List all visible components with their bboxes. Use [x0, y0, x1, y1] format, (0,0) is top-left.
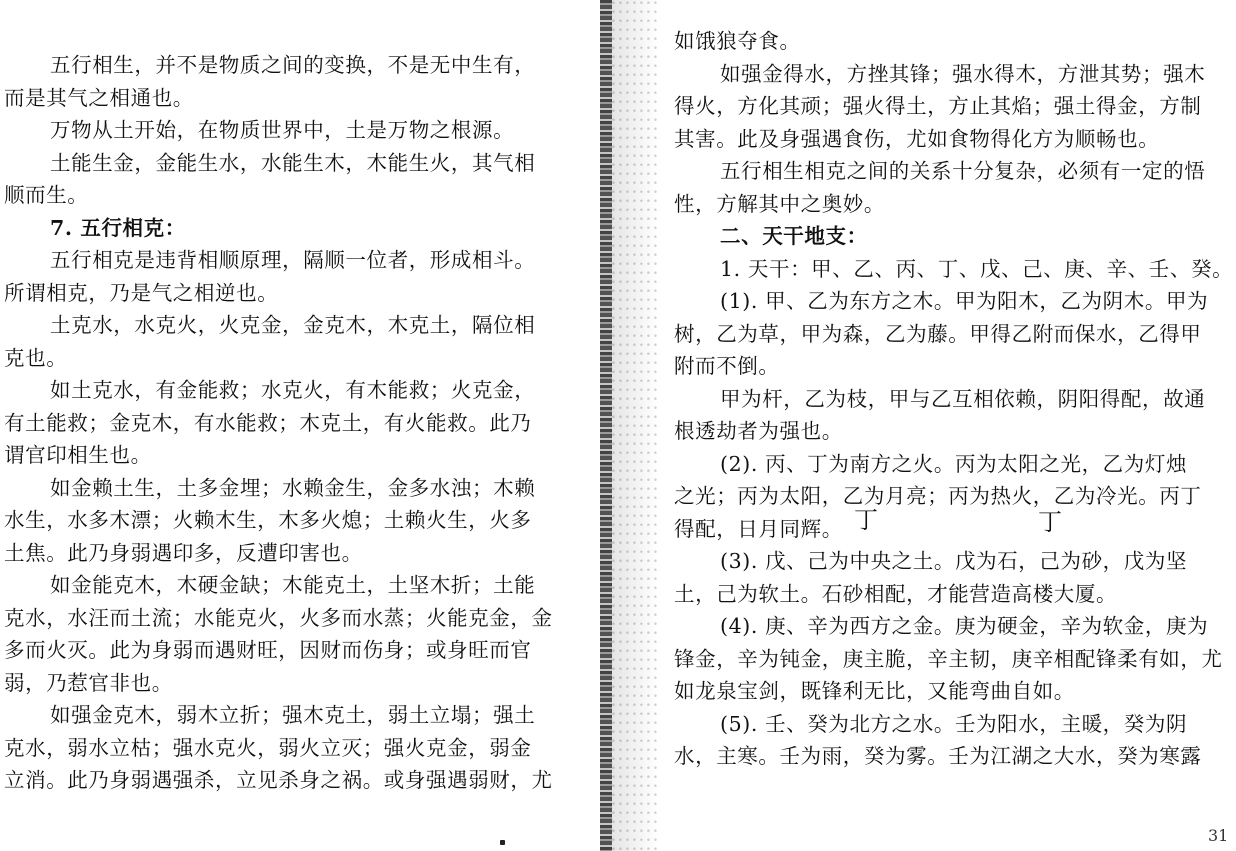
text-line: (5). 壬、癸为北方之水。壬为阳水，主暖，癸为阴	[720, 711, 1188, 736]
text-line: 如龙泉宝剑，既锋利无比，又能弯曲自如。	[674, 679, 1075, 703]
text-line: 水生，水多木漂；火赖木生，木多火熄；土赖火生，火多	[4, 508, 532, 532]
text-line: 如金赖土生，土多金埋；水赖金生，金多水浊；木赖	[50, 475, 536, 500]
text-line: 得配，日月同辉。	[674, 516, 843, 541]
handwritten-mark-2: 丁	[1038, 508, 1062, 536]
text-line: 如金能克木，木硬金缺；木能克土，土坚木折；土能	[50, 573, 536, 597]
scan-speck	[500, 840, 505, 845]
text-line: 克水，弱水立枯；强水克火，弱火立灭；强火克金，弱金	[4, 735, 532, 760]
text-line: 如强金克木，弱木立折；强木克土，弱土立塌；强土	[50, 703, 536, 727]
right-page	[612, 0, 1236, 851]
text-line: 万物从土开始，在物质世界中，土是万物之根源。	[50, 118, 515, 142]
text-line: 附而不倒。	[674, 354, 780, 378]
text-line: 土能生金，金能生水，水能生木，木能生火，其气相	[50, 150, 536, 175]
text-line: 有土能救；金克木，有水能救；木克土，有火能救。此乃	[4, 410, 532, 435]
book-spine	[600, 0, 612, 851]
text-line: (4). 庚、辛为西方之金。庚为硬金，辛为软金，庚为	[720, 614, 1209, 638]
text-line: 土焦。此乃身弱遇印多，反遭印害也。	[4, 540, 363, 565]
text-line: (1). 甲、乙为东方之木。甲为阳木，乙为阴木。甲为	[720, 289, 1209, 313]
text-line: 1. 天干：甲、乙、丙、丁、戊、己、庚、辛、壬、癸。	[720, 256, 1234, 281]
text-line: 五行相生，并不是物质之间的变换，不是无中生有，	[50, 53, 536, 77]
text-line: 7. 五行相克：	[50, 215, 186, 240]
text-line: 二、天干地支：	[720, 224, 868, 248]
text-line: 而是其气之相通也。	[4, 85, 194, 110]
text-line: 顺而生。	[4, 183, 89, 207]
text-line: 甲为杆，乙为枝，甲与乙互相依赖，阴阳得配，故通	[720, 386, 1206, 411]
page-number: 31	[1208, 826, 1229, 845]
text-line: 立消。此乃身弱遇强杀，立见杀身之祸。或身强遇弱财，尤	[4, 768, 553, 792]
text-line: 克也。	[4, 345, 68, 370]
text-line: 根透劫者为强也。	[674, 419, 843, 443]
text-line: 水，主寒。壬为雨，癸为雾。壬为江湖之大水，癸为寒露	[674, 744, 1202, 768]
text-line: 性，方解其中之奥妙。	[674, 191, 885, 216]
text-line: 其害。此及身强遇食伤，尤如食物得化方为顺畅也。	[674, 126, 1160, 151]
text-line: 五行相克是违背相顺原理，隔顺一位者，形成相斗。	[50, 248, 536, 272]
text-line: 如强金得水，方挫其锋；强水得木，方泄其势；强木	[720, 61, 1206, 86]
text-line: 土克水，水克火，火克金，金克木，木克土，隔位相	[50, 313, 536, 337]
text-line: 多而火灭。此为身弱而遇财旺，因财而伤身；或身旺而官	[4, 638, 532, 662]
text-line: 如土克水，有金能救；水克火，有木能救；火克金，	[50, 378, 536, 402]
text-line: 锋金，辛为钝金，庚主脆，辛主韧，庚辛相配锋柔有如，尤	[674, 646, 1223, 671]
handwritten-mark-1: 丁	[854, 506, 878, 534]
text-line: 谓官印相生也。	[4, 443, 152, 467]
text-line: 克水，水汪而土流；水能克火，火多而水蒸；火能克金，金	[4, 605, 553, 630]
text-line: 得火，方化其顽；强火得土，方止其焰；强土得金，方制	[674, 94, 1202, 118]
text-line: (2). 丙、丁为南方之火。丙为太阳之光，乙为灯烛	[720, 451, 1188, 476]
text-line: 之光；丙为太阳，乙为月亮；丙为热火，乙为冷光。丙丁	[674, 484, 1202, 508]
text-line: 树，乙为草，甲为森，乙为藤。甲得乙附而保水，乙得甲	[674, 321, 1202, 346]
text-line: 如饿狼夺食。	[674, 29, 801, 53]
text-line: 所谓相克，乃是气之相逆也。	[4, 280, 279, 305]
left-page	[0, 0, 600, 851]
text-line: (3). 戊、己为中央之土。戊为石，己为砂，戊为坚	[720, 549, 1188, 573]
text-line: 五行相生相克之间的关系十分复杂，必须有一定的悟	[720, 159, 1206, 183]
text-line: 土，己为软土。石砂相配，才能营造高楼大厦。	[674, 581, 1118, 606]
text-line: 弱，乃惹官非也。	[4, 670, 173, 695]
